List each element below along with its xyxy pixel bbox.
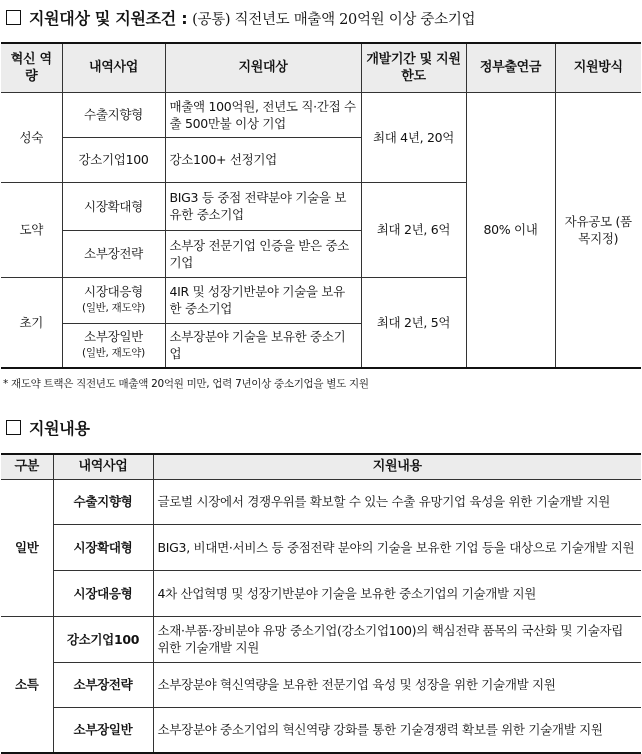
header-cell: 내역사업 xyxy=(53,454,153,479)
header-cell: 개발기간 및 지원한도 xyxy=(361,43,466,92)
program-cell: 시장대응형 xyxy=(53,570,153,616)
funding-cell: 80% 이내 xyxy=(466,92,555,368)
program-cell xyxy=(62,323,165,368)
table-header-row xyxy=(1,43,641,92)
program-cell: 시장확대형 xyxy=(62,182,165,230)
program-cell: 수출지향형 xyxy=(62,92,165,137)
program-cell: 소부장전략 xyxy=(62,230,165,277)
support-content-table xyxy=(1,453,641,754)
section2-title-text: 지원내용 xyxy=(29,419,90,438)
content-cell: 소재·부품·장비분야 유망 중소기업(강소기업100)의 핵심전략 품목의 국산화 및 기술자립 위한 기술개발 지원 xyxy=(153,616,641,662)
target-cell: 소부장 전문기업 인증을 받은 중소기업 xyxy=(165,230,361,277)
table-row xyxy=(1,92,641,137)
program-cell: 시장확대형 xyxy=(53,524,153,570)
table-row xyxy=(1,570,641,616)
content-cell: 4차 산업혁명 및 성장기반분야 기술을 보유한 중소기업의 기술개발 지원 xyxy=(153,570,641,616)
program-note: (일반, 재도약) xyxy=(82,347,145,360)
header-cell: 지원방식 xyxy=(555,43,641,92)
checkbox-square-icon xyxy=(6,420,21,435)
table-row xyxy=(1,524,641,570)
content-cell: 소부장분야 중소기업의 혁신역량 강화를 통한 기술경쟁력 확보를 위한 기술개발 지원 xyxy=(153,707,641,753)
program-cell: 소부장일반 xyxy=(53,707,153,753)
program-name: 소부장일반 xyxy=(84,329,143,345)
program-note: (일반, 재도약) xyxy=(82,302,145,314)
header-cell: 혁신 역량 xyxy=(1,43,62,92)
content-cell: BIG3, 비대면·서비스 등 중점전략 분야의 기술을 보유한 기업 등을 대상으로 기술개발 지원 xyxy=(153,524,641,570)
content-cell: 글로벌 시장에서 경쟁우위를 확보할 수 있는 수출 유망기업 육성을 위한 기술개발 지원 xyxy=(153,479,641,524)
group-cell: 성숙 xyxy=(1,92,62,182)
section1-title-bold: 지원대상 및 지원조건 : xyxy=(29,9,188,28)
program-cell: 소부장전략 xyxy=(53,662,153,707)
target-cell: 매출액 100억원, 전년도 직·간접 수출 500만불 이상 기업 xyxy=(165,92,361,137)
method-cell: 자유공모 (품목지정) xyxy=(555,92,641,368)
table-row xyxy=(1,707,641,753)
target-cell: 강소100+ 선정기업 xyxy=(165,137,361,182)
target-cell: 소부장분야 기술을 보유한 중소기업 xyxy=(165,323,361,368)
checkbox-square-icon xyxy=(6,10,21,25)
group-cell: 초기 xyxy=(1,277,62,368)
period-cell: 최대 4년, 20억 xyxy=(361,92,466,182)
header-cell: 지원내용 xyxy=(153,454,641,479)
section2-title xyxy=(6,418,90,440)
table-row xyxy=(1,479,641,524)
header-cell: 지원대상 xyxy=(165,43,361,92)
period-cell: 최대 2년, 5억 xyxy=(361,277,466,368)
table-header-row xyxy=(1,454,641,479)
group-cell: 소특 xyxy=(1,616,53,753)
program-cell xyxy=(62,277,165,323)
header-cell: 정부출연금 xyxy=(466,43,555,92)
content-cell: 소부장분야 혁신역량을 보유한 전문기업 육성 및 성장을 위한 기술개발 지원 xyxy=(153,662,641,707)
footnote: * 재도약 트랙은 직전년도 매출액 20억원 미만, 업력 7년이상 중소기업을 별도 지원 xyxy=(3,378,369,390)
period-cell: 최대 2년, 6억 xyxy=(361,182,466,277)
program-cell: 강소기업100 xyxy=(62,137,165,182)
header-cell: 내역사업 xyxy=(62,43,165,92)
program-cell: 강소기업100 xyxy=(53,616,153,662)
section1-title xyxy=(6,8,475,31)
target-cell: BIG3 등 중점 전략분야 기술을 보유한 중소기업 xyxy=(165,182,361,230)
support-conditions-table xyxy=(1,42,641,369)
program-name: 시장대응형 xyxy=(84,284,143,299)
table-row xyxy=(1,616,641,662)
program-cell: 수출지향형 xyxy=(53,479,153,524)
section1-title-sub: (공통) 직전년도 매출액 20억원 이상 중소기업 xyxy=(192,12,476,28)
group-cell: 도약 xyxy=(1,182,62,277)
target-cell: 4IR 및 성장기반분야 기술을 보유한 중소기업 xyxy=(165,277,361,323)
header-cell: 구분 xyxy=(1,454,53,479)
table-row xyxy=(1,662,641,707)
group-cell: 일반 xyxy=(1,479,53,616)
